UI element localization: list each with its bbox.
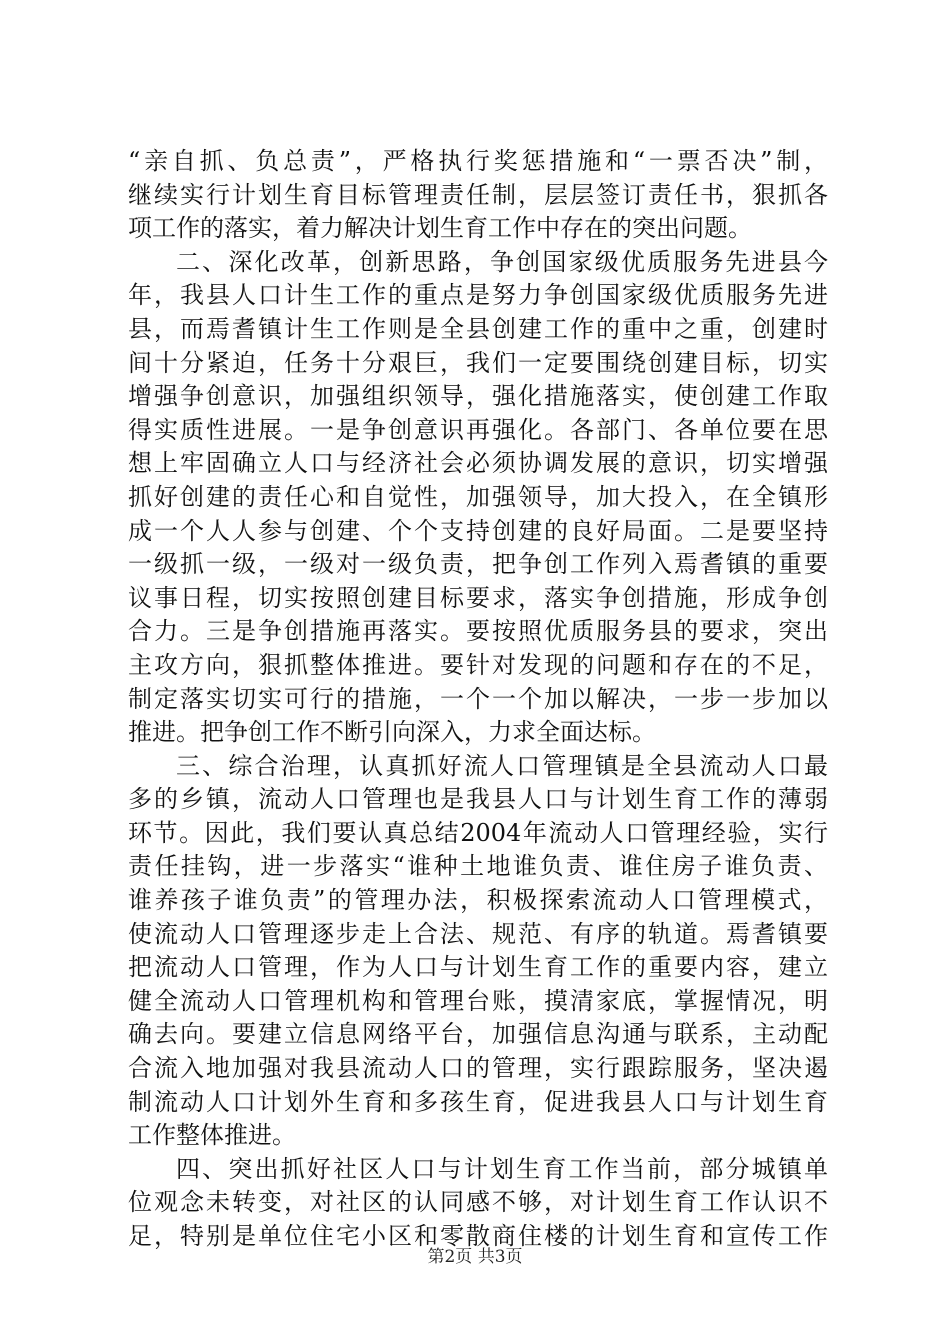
text-line: 制定落实切实可行的措施，一个一个加以解决，一步一步加以 <box>128 684 828 713</box>
text-line: 谁养孩子谁负责”的管理办法，积极探索流动人口管理模式， <box>128 886 828 915</box>
text-line: 推进。把争创工作不断引向深入，力求全面达标。 <box>128 718 656 747</box>
text-line: 增强争创意识，加强组织领导，强化措施落实，使创建工作取 <box>128 382 828 411</box>
text-line: 健全流动人口管理机构和管理台账，摸清家底，掌握情况，明 <box>128 986 828 1015</box>
text-line: 抓好创建的责任心和自觉性，加强领导，加大投入，在全镇形 <box>128 482 828 511</box>
text-line: 得实质性进展。一是争创意识再强化。各部门、各单位要在思 <box>128 415 828 444</box>
text-line: 间十分紧迫，任务十分艰巨，我们一定要围绕创建目标，切实 <box>128 348 828 377</box>
text-line: “亲自抓、负总责”，严格执行奖惩措施和“一票否决”制， <box>128 147 828 175</box>
text-line: 项工作的落实，着力解决计划生育工作中存在的突出问题。 <box>128 214 752 243</box>
text-line: 多的乡镇，流动人口管理也是我县人口与计划生育工作的薄弱 <box>128 785 828 814</box>
text-line: 合流入地加强对我县流动人口的管理，实行跟踪服务，坚决遏 <box>128 1054 828 1083</box>
text-line: 想上牢固确立人口与经济社会必须协调发展的意识，切实增强 <box>128 449 828 478</box>
text-line: 四、突出抓好社区人口与计划生育工作当前，部分城镇单 <box>176 1154 828 1183</box>
text-line: 责任挂钩，进一步落实“谁种土地谁负责、谁住房子谁负责、 <box>128 852 828 881</box>
text-line: 一级抓一级，一级对一级负责，把争创工作列入焉耆镇的重要 <box>128 550 828 579</box>
text-line: 议事日程，切实按照创建目标要求，落实争创措施，形成争创 <box>128 583 828 612</box>
text-line: 位观念未转变，对社区的认同感不够，对计划生育工作认识不 <box>128 1188 828 1217</box>
text-line: 二、深化改革，创新思路，争创国家级优质服务先进县今 <box>176 247 828 276</box>
text-line: 主攻方向，狠抓整体推进。要针对发现的问题和存在的不足， <box>128 650 828 679</box>
text-line: 合力。三是争创措施再落实。要按照优质服务县的要求，突出 <box>128 617 828 646</box>
text-line: 三、综合治理，认真抓好流人口管理镇是全县流动人口最 <box>176 751 828 780</box>
text-line: 工作整体推进。 <box>128 1121 296 1150</box>
text-line: 制流动人口计划外生育和多孩生育，促进我县人口与计划生育 <box>128 1087 828 1116</box>
text-line: 把流动人口管理，作为人口与计划生育工作的重要内容，建立 <box>128 953 828 982</box>
body-text <box>128 145 828 1254</box>
text-line: 成一个人人参与创建、个个支持创建的良好局面。二是要坚持 <box>128 516 828 545</box>
text-line: 继续实行计划生育目标管理责任制，层层签订责任书，狠抓各 <box>128 180 828 209</box>
text-line: 环节。因此，我们要认真总结2004年流动人口管理经验，实行 <box>128 818 828 847</box>
text-line: 使流动人口管理逐步走上合法、规范、有序的轨道。焉耆镇要 <box>128 919 828 948</box>
text-line: 足，特别是单位住宅小区和零散商住楼的计划生育和宣传工作 <box>128 1222 828 1250</box>
page-footer: 第2页 共3页 <box>427 1247 523 1267</box>
text-line: 年，我县人口计生工作的重点是努力争创国家级优质服务先进 <box>128 281 828 310</box>
text-line: 县，而焉耆镇计生工作则是全县创建工作的重中之重，创建时 <box>128 314 828 343</box>
text-line: 确去向。要建立信息网络平台，加强信息沟通与联系，主动配 <box>128 1020 828 1049</box>
